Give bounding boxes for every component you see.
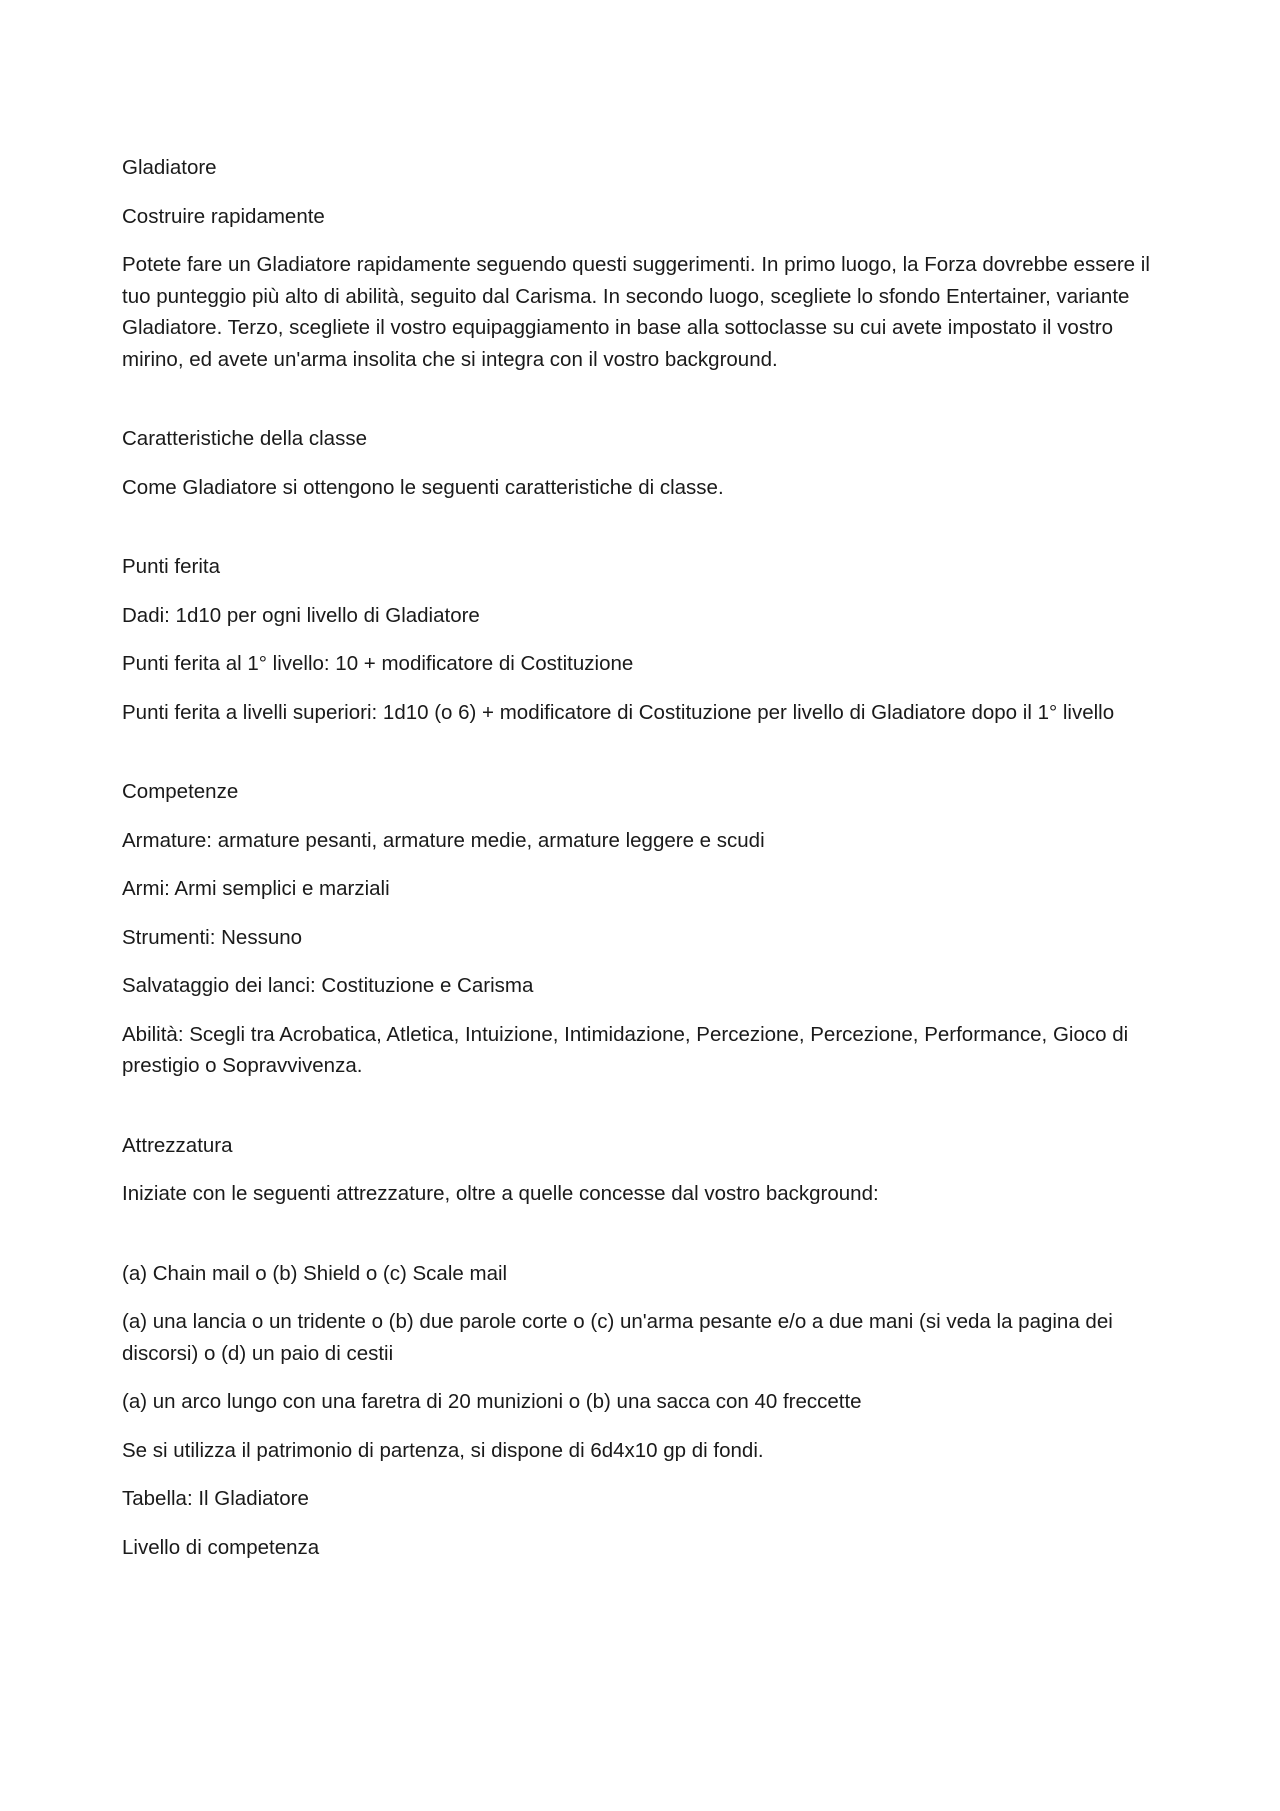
equipment-option-ranged: (a) un arco lungo con una faretra di 20 munizioni o (b) una sacca con 40 freccette	[122, 1390, 862, 1413]
document-body	[122, 152, 1162, 1580]
section-heading-hit-points: Punti ferita	[122, 555, 220, 578]
section-heading-quick-build: Costruire rapidamente	[122, 204, 325, 228]
equipment-option-armor: (a) Chain mail o (b) Shield o (c) Scale mail	[122, 1261, 508, 1285]
section-heading-class-features: Caratteristiche della classe	[122, 427, 367, 450]
hit-points-higher-levels-line: Punti ferita a livelli superiori: 1d10 (o 6) + modificatore di Costituzione per livello di Gladiatore dopo il 1° livello	[122, 700, 1115, 724]
equipment-option-weapon: (a) una lancia o un tridente o (b) due parole corte o (c) un'arma pesante e/o a due mani (si veda la pagina dei discorsi) o (d) un paio di cestii	[122, 1310, 1113, 1365]
proficiency-level-line: Livello di competenza	[122, 1535, 320, 1559]
document-title: Gladiatore	[122, 156, 217, 179]
armor-proficiency-line: Armature: armature pesanti, armature medie, armature leggere e scudi	[122, 828, 765, 852]
class-features-paragraph: Come Gladiatore si ottengono le seguenti caratteristiche di classe.	[122, 475, 724, 499]
table-caption: Tabella: Il Gladiatore	[122, 1487, 309, 1510]
tool-proficiency-line: Strumenti: Nessuno	[122, 925, 303, 949]
equipment-intro-paragraph: Iniziate con le seguenti attrezzature, oltre a quelle concesse dal vostro background:	[122, 1182, 879, 1205]
quick-build-paragraph: Potete fare un Gladiatore rapidamente seguendo questi suggerimenti. In primo luogo, la Forza dovrebbe essere il tuo punteggio più alto di abilità, seguito dal Carisma. In secondo luogo, scegliete lo sfondo Entertainer, variante Gladiatore. Terzo, scegliete il vostro equipaggiamento in base alla sottoclasse su cui avete impostato il vostro mirino, ed avete un'arma insolita che si integra con il vostro background.	[122, 253, 1150, 371]
starting-wealth-line: Se si utilizza il patrimonio di partenza, si dispone di 6d4x10 gp di fondi.	[122, 1438, 764, 1462]
saving-throws-line: Salvataggio dei lanci: Costituzione e Carisma	[122, 974, 534, 997]
section-heading-proficiencies: Competenze	[122, 780, 239, 803]
hit-points-first-level-line: Punti ferita al 1° livello: 10 + modificatore di Costituzione	[122, 652, 634, 675]
section-heading-equipment: Attrezzatura	[122, 1133, 233, 1157]
hit-dice-line: Dadi: 1d10 per ogni livello di Gladiatore	[122, 603, 480, 627]
weapon-proficiency-line: Armi: Armi semplici e marziali	[122, 877, 390, 900]
skills-line: Abilità: Scegli tra Acrobatica, Atletica, Intuizione, Intimidazione, Percezione, Percezione, Performance, Gioco di prestigio o Sopravvivenza.	[122, 1022, 1129, 1077]
